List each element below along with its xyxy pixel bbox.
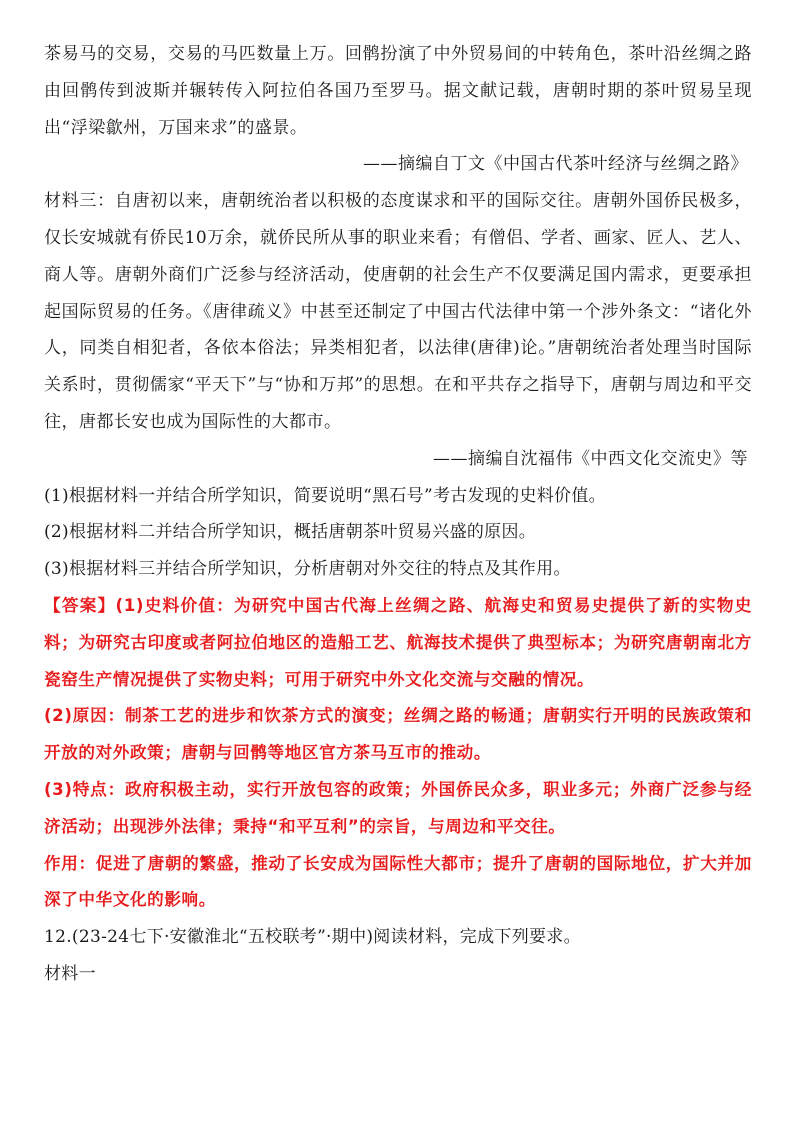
- document-page: [44, 36, 752, 993]
- next-material-label: 材料一: [44, 963, 96, 984]
- answer-label: 【答案】: [44, 595, 116, 615]
- material2-tail-paragraph: 茶易马的交易，交易的马匹数量上万。回鹘扮演了中外贸易间的中转角色，茶叶沿丝绸之路由回鹘传到波斯并辗转传入阿拉伯各国乃至罗马。据文献记载，唐朝时期的茶叶贸易呈现出“浮梁歙州，万国来求”的盛景。: [44, 44, 752, 138]
- material3-paragraph: 材料三：自唐初以来，唐朝统治者以积极的态度谋求和平的国际交往。唐朝外国侨民极多，仅长安城就有侨民10万余，就侨民所从事的职业来看；有僧侣、学者、画家、匠人、艺人、商人等。唐朝外商们广泛参与经济活动，使唐朝的社会生产不仅要满足国内需求，更要承担起国际贸易的任务。《唐律疏义》中甚至还制定了中国古代法律中第一个涉外条文：“诸化外人，同类自相犯者，各依本俗法；异类相犯者，以法律(唐律)论。”唐朝统治者处理当时国际关系时，贯彻儒家“平天下”与“协和万邦”的思想。在和平共存之指导下，唐朝与周边和平交往，唐都长安也成为国际性的大都市。: [44, 191, 752, 432]
- answer-part-1: [44, 588, 752, 698]
- material2-source: ——摘编自丁文《中国古代茶叶经济与丝绸之路》: [363, 154, 748, 175]
- next-question-heading: 12.(23-24七下·安徽淮北“五校联考”·期中)阅读材料，完成下列要求。: [44, 927, 581, 948]
- answer-part-2: (2)原因：制茶工艺的进步和饮茶方式的演变；丝绸之路的畅通；唐朝实行开明的民族政策和开放的对外政策；唐朝与回鹘等地区官方茶马互市的推动。: [44, 706, 752, 763]
- question-1: (1)根据材料一并结合所学知识，简要说明“黑石号”考古发现的史料价值。: [44, 485, 606, 506]
- answer-part-3: (3)特点：政府积极主动，实行开放包容的政策；外国侨民众多，职业多元；外商广泛参与经济活动；出现涉外法律；秉持“和平互利”的宗旨，与周边和平交往。: [44, 779, 752, 836]
- material3-source: ——摘编自沈福伟《中西文化交流史》等: [433, 448, 748, 469]
- answer-part-4: 作用：促进了唐朝的繁盛，推动了长安成为国际性大都市；提升了唐朝的国际地位，扩大并加深了中华文化的影响。: [44, 853, 752, 910]
- answer-part-1-text: (1)史料价值：为研究中国古代海上丝绸之路、航海史和贸易史提供了新的实物史料；为研究古印度或者阿拉伯地区的造船工艺、航海技术提供了典型标本；为研究唐朝南北方瓷窑生产情况提供了实物史料；可用于研究中外文化交流与交融的情况。: [44, 595, 752, 689]
- question-3: (3)根据材料三并结合所学知识，分析唐朝对外交往的特点及其作用。: [44, 559, 571, 580]
- question-2: (2)根据材料二并结合所学知识，概括唐朝茶叶贸易兴盛的原因。: [44, 522, 537, 543]
